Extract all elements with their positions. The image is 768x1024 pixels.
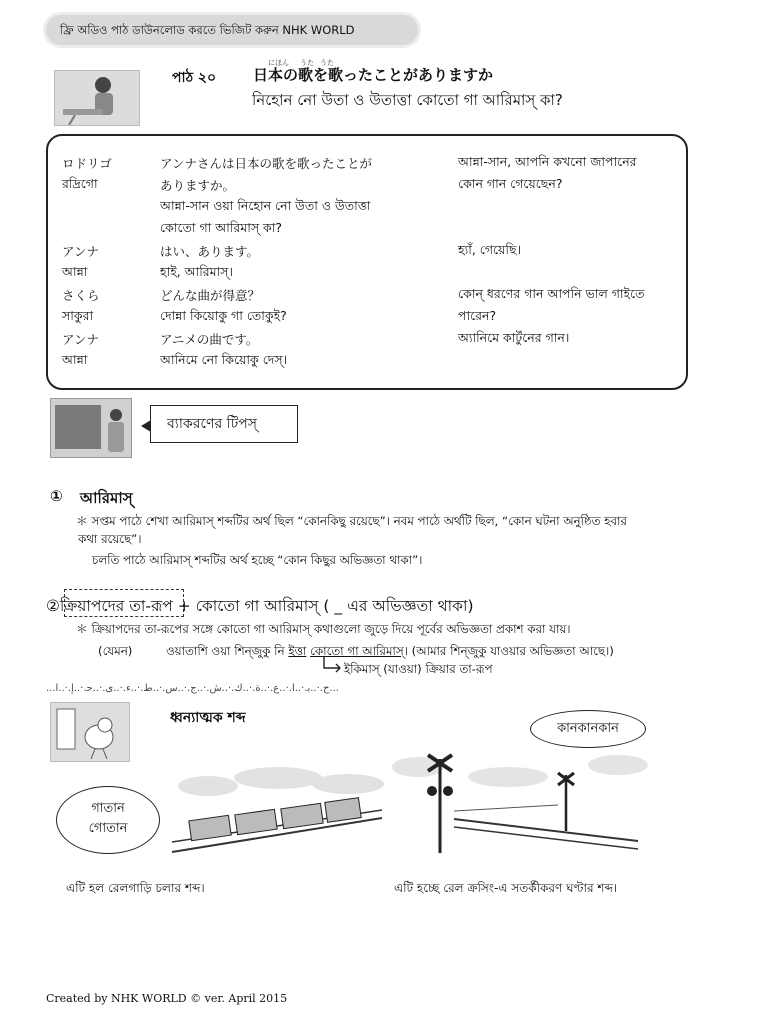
railway-crossing-illustration-icon [388, 735, 650, 860]
dialogue-translation: কোন গান গেয়েছেন? [458, 176, 563, 191]
ruby-nihon: にほん [268, 59, 289, 67]
dialogue-box [46, 134, 688, 390]
example-part: ওয়াতাশি ওয়া শিন্‌জুকু নি [166, 644, 289, 658]
caption-bell: এটি হচ্ছে রেল ক্রসিং-এ সতর্কীকরণ ঘণ্টার শব্দ। [394, 881, 618, 895]
dialogue-line: アンナさんは日本の歌を歌ったことが [160, 156, 373, 171]
example-label: (যেমন) [98, 644, 133, 658]
speech-bubble-bell: কানকানকান [530, 710, 646, 748]
section-title: আরিমাস্ [80, 489, 133, 507]
ruby-uta: うた [300, 59, 314, 67]
example-part: । (আমার শিন্‌জুকু যাওয়ার অভিজ্ঞতা আছে।) [403, 644, 614, 658]
chick-illustration-icon [50, 702, 130, 762]
section-text: কথা রয়েছে”। [78, 532, 142, 546]
dialogue-translation: পারেন? [458, 308, 497, 323]
woman-singing-illustration-icon [54, 70, 140, 126]
arrow-icon [322, 656, 342, 674]
example-underlined: ইত্তা [288, 644, 307, 658]
bubble-text: গাতান [91, 801, 125, 816]
dialogue-line: ありますか。 [160, 178, 236, 193]
lesson-title-japanese: 日本の歌を歌ったことがありますか [253, 66, 494, 84]
dialogue-translation: হ্যাঁ, গেয়েছি। [458, 242, 522, 257]
section-text: চলতি পাঠে আরিমাস্ শব্দটির অর্থ হচ্ছে “কোন কিছুর অভিজ্ঞতা থাকা”। [92, 553, 423, 567]
lesson-number: পাঠ ২০ [172, 70, 217, 86]
section-text: ＊ সপ্তম পাঠে শেখা আরিমাস্ শব্দটির অর্থ ছিল “কোনকিছু রয়েছে”। নবম পাঠে অর্থটি ছিল, “কোন ঘটনা অনুষ্ঠিত হবার [76, 514, 627, 528]
dialogue-translation: আন্না-সান, আপনি কখনো জাপানের [458, 154, 637, 169]
speaker-bn: রদ্রিগো [62, 176, 98, 191]
section-number: ① [50, 487, 63, 505]
speaker-bn: আন্না [62, 264, 88, 279]
dialogue-translation: অ্যানিমে কার্টুনের গান। [458, 330, 570, 345]
bubble-text: গোতান [88, 821, 128, 836]
dialogue-line: আনিমে নো কিয়োকু দেস্। [160, 352, 288, 367]
dialogue-line: どんな曲が得意？ [160, 288, 261, 303]
dialogue-line: আন্না-সান ওয়া নিহোন নো উতা ও উতাত্তা [160, 198, 371, 213]
dialogue-line: はい、あります。 [160, 244, 260, 259]
arrow-note: ইকিমাস্ (যাওয়া) ক্রিয়ার তা-রূপ [344, 662, 493, 676]
speaker-jp: アンナ [62, 332, 100, 347]
decorative-divider: ...ﺡ.·..ﺑ.·..ﺍ.·..ﻉ.·..ﺓ.·..ﻙ.·..ﺵ.·..ﺝ.·..ﺱ.·..ﻁ.·..ﺀ.·..ﻯ.·..ﺣ.·..ﺇ.·..ﺁ... [46, 683, 339, 694]
section-text: ＊ ক্রিয়াপদের তা-রূপের সঙ্গে কোতো গা আরিমাস্ কথাগুলো জুড়ে দিয়ে পূর্বের অভিজ্ঞতা প্রকাশ করা যায়। [76, 622, 571, 636]
section-title: ②ক্রিয়াপদের তা-রূপ + কোতো গা আরিমাস্ ( _ এর অভিজ্ঞতা থাকা) [46, 597, 474, 615]
caption-train: এটি হল রেলগাড়ি চলার শব্দ। [66, 881, 205, 895]
speaker-jp: ロドリゴ [62, 156, 112, 171]
train-illustration-icon [168, 752, 390, 860]
dialogue-line: দোন্না কিয়োকু গা তোকুই? [160, 308, 287, 323]
dialogue-translation: কোন্ ধরণের গান আপনি ভাল গাইতে [458, 286, 645, 301]
speaker-bn: আন্না [62, 352, 88, 367]
speaker-jp: さくら [62, 288, 100, 303]
speech-bubble-train [56, 786, 160, 854]
grammar-tips-callout: ব্যাকরণের টিপস্ [150, 405, 298, 443]
ruby-utatta: うた [320, 59, 334, 67]
speaker-bn: সাকুরা [62, 308, 94, 323]
dialogue-line: アニメの曲です。 [160, 332, 259, 347]
download-banner[interactable]: ফ্রি অডিও পাঠ ডাউনলোড করতে ভিজিট করুন NHK WORLD [46, 15, 418, 45]
teacher-blackboard-illustration-icon [50, 398, 132, 458]
example-underlined: কোতো গা আরিমাস্ [310, 644, 404, 658]
onomatopoeia-title: ধ্বন্যাত্মক শব্দ [170, 710, 246, 726]
example-sentence [166, 642, 614, 662]
lesson-title-bengali: নিহোন নো উতা ও উতাত্তা কোতো গা আরিমাস্ কা? [252, 91, 563, 109]
footer-credit: Created by NHK WORLD © ver. April 2015 [46, 992, 288, 1005]
speaker-jp: アンナ [62, 244, 100, 259]
dialogue-line: কোতো গা আরিমাস্ কা? [160, 220, 283, 235]
dialogue-line: হাই, আরিমাস্। [160, 264, 233, 279]
